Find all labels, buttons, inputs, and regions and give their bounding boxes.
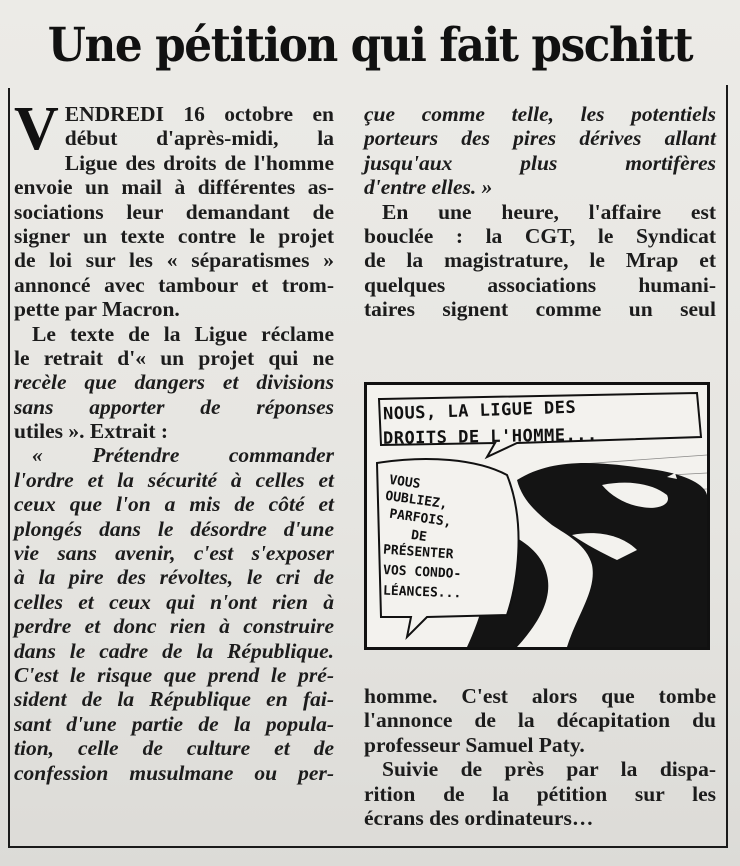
text-line: envoie un mail à différentes as- xyxy=(14,175,334,200)
text-line: Ligue des droits de l'homme xyxy=(64,150,334,175)
text-line: début d'après-midi, la xyxy=(64,126,334,151)
text-line: à la pire des révoltes, le cri de xyxy=(14,565,334,590)
bottom-rule xyxy=(8,846,728,848)
article-right-column-bottom xyxy=(364,684,716,830)
text-line: çue comme telle, les potentiels xyxy=(364,102,716,126)
text-line: bouclée : la CGT, le Syndicat xyxy=(364,223,716,248)
speech-bottom-line-7: LÉANCES... xyxy=(382,583,462,602)
text-line: plongés dans le désordre d'une xyxy=(14,516,334,541)
text-line: l'ordre et la sécurité à celles et xyxy=(14,467,334,492)
left-column-text xyxy=(14,95,334,785)
article-left-column xyxy=(14,95,334,785)
text-line: professeur Samuel Paty. xyxy=(364,732,585,757)
text-line: tion, celle de culture et de xyxy=(14,736,334,761)
text-line: quelques associations humani- xyxy=(364,272,716,297)
speech-bottom-line-5: PRÉSENTER xyxy=(382,542,454,563)
editorial-cartoon xyxy=(364,382,710,650)
text-line: vie sans avenir, c'est s'exposer xyxy=(14,541,334,566)
text-line: écrans des ordinateurs… xyxy=(364,805,594,830)
article-right-column-top xyxy=(364,102,716,322)
speech-bottom-line-6: VOS CONDO- xyxy=(382,562,462,583)
text-line: de la magistrature, le Mrap et xyxy=(364,248,716,273)
article-headline: Une pétition qui fait pschitt xyxy=(47,18,693,73)
text-line: sident de la République en fai- xyxy=(14,687,334,712)
text-line: homme. C'est alors que tombe xyxy=(364,684,716,708)
text-line: C'est le risque que prend le pré- xyxy=(14,662,334,687)
speech-top-line-2: DROITS DE L'HOMME... xyxy=(382,425,598,449)
speech-bottom-line-4: DE xyxy=(410,527,428,546)
text-line: signer un texte contre le projet xyxy=(14,223,334,248)
text-line: sant d'une partie de la popula- xyxy=(14,711,334,736)
text-line: « Prétendre commander xyxy=(32,443,334,468)
text-line: sans apporter de réponses xyxy=(14,394,334,419)
text-line: pette par Macron. xyxy=(14,297,180,322)
text-line: annoncé avec tambour et trom- xyxy=(14,272,334,297)
speech-bottom-line-2: OUBLIEZ, xyxy=(384,488,449,513)
right-column-bottom-text xyxy=(364,684,716,830)
speech-top-line-1: NOUS, LA LIGUE DES xyxy=(382,397,577,425)
text-line: porteurs des pires dérives allant xyxy=(364,126,716,151)
text-line: Suivie de près par la dispa- xyxy=(382,757,716,782)
text-line: d'entre elles. » xyxy=(364,175,493,200)
speech-bottom-line-1: VOUS xyxy=(388,472,422,493)
right-column-rule xyxy=(726,85,728,848)
text-line: le retrait d'« un projet qui ne xyxy=(14,345,334,370)
text-line: En une heure, l'affaire est xyxy=(382,199,716,224)
text-line: perdre et donc rien à construire xyxy=(14,614,334,639)
text-line: l'annonce de la décapitation du xyxy=(364,708,716,733)
text-line: Le texte de la Ligue réclame xyxy=(32,321,334,346)
drop-cap: V xyxy=(14,95,59,163)
text-line: ENDREDI 16 octobre en xyxy=(64,102,334,126)
text-line: jusqu'aux plus mortifères xyxy=(364,150,716,175)
text-line: taires signent comme un seul xyxy=(364,297,716,322)
right-column-top-text xyxy=(364,102,716,322)
text-line: confession musulmane ou per- xyxy=(14,760,334,785)
text-line: rition de la pétition sur les xyxy=(364,781,716,806)
text-line: utiles ». Extrait : xyxy=(14,419,169,444)
left-column-rule xyxy=(8,88,10,848)
text-line: ceux que l'on a mis de côté et xyxy=(14,492,334,517)
text-line: celles et ceux qui n'ont rien à xyxy=(14,589,334,614)
text-line: de loi sur les « séparatismes » xyxy=(14,248,334,273)
text-line: recèle que dangers et divisions xyxy=(14,370,334,395)
text-line: dans le cadre de la République. xyxy=(14,638,334,663)
text-line: sociations leur demandant de xyxy=(14,199,334,224)
speech-bottom-line-3: PARFOIS, xyxy=(388,506,453,531)
